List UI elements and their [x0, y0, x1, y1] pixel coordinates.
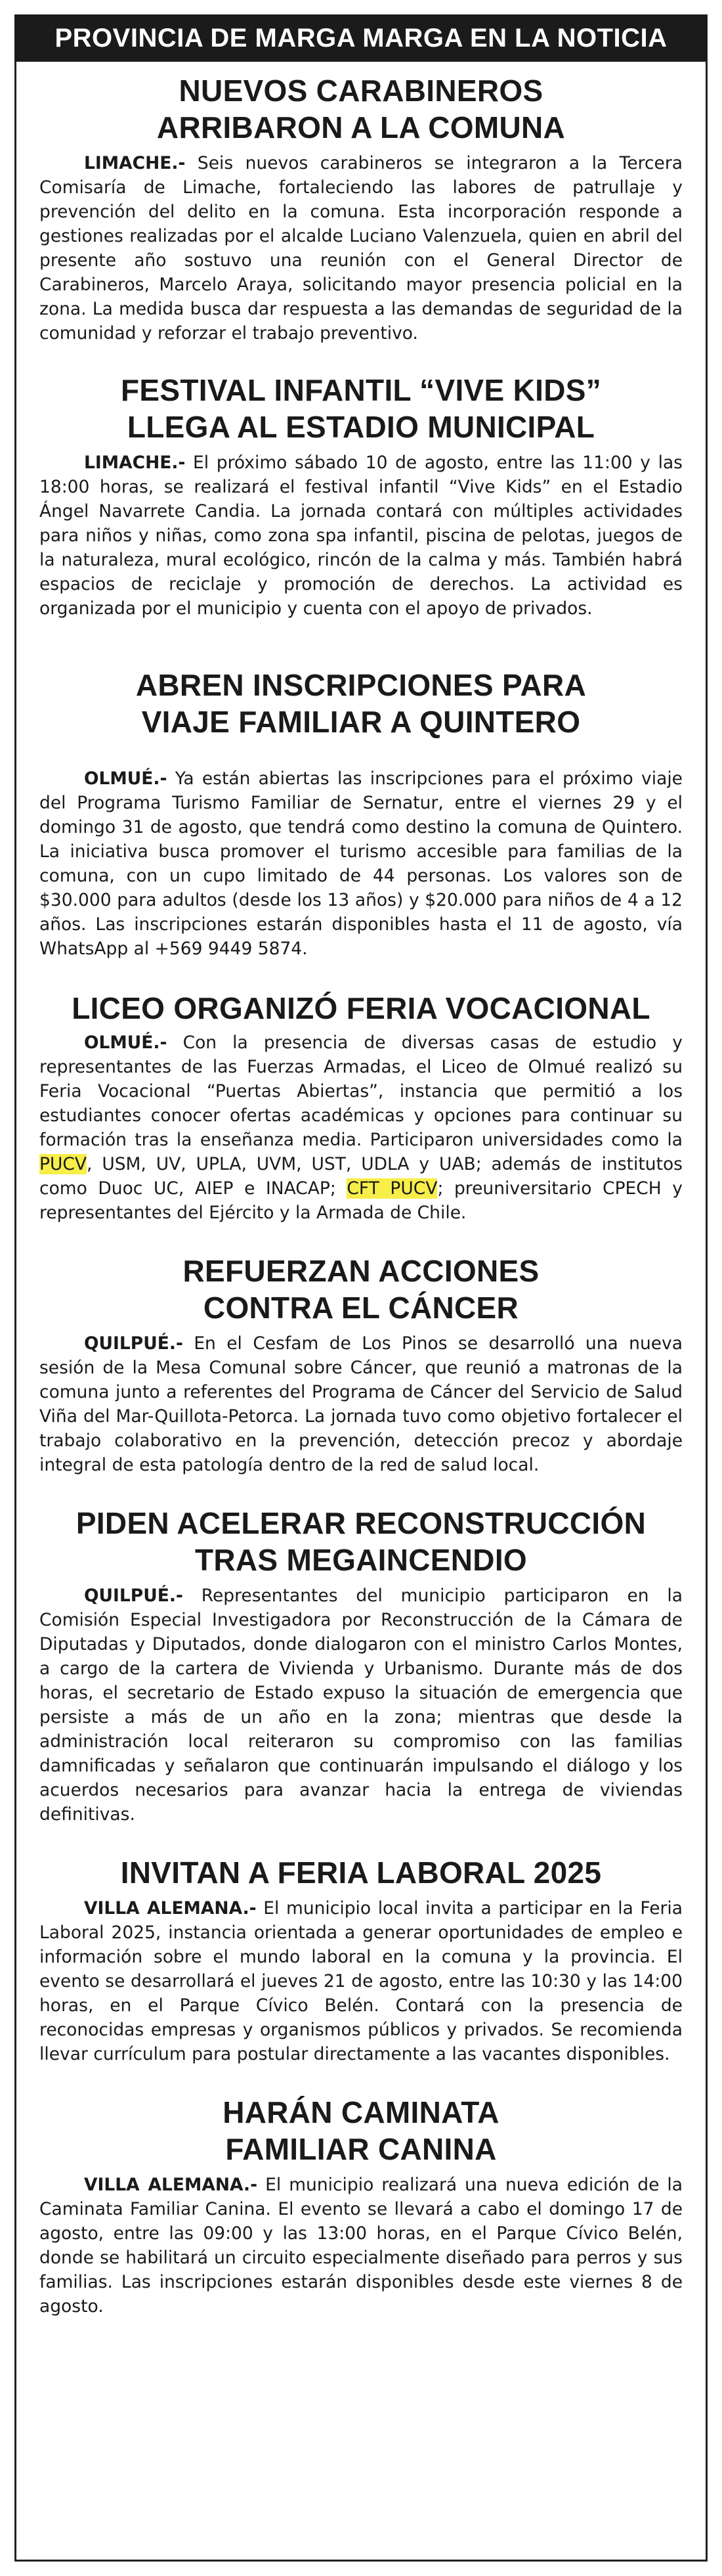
news-column	[39, 62, 683, 2319]
article-text: El municipio local invita a participar en la Feria Laboral 2025, instancia orientada a generar oportunidades de empleo e información sobre el mundo laboral en la comuna y la provincia. El evento se desarrollará el jueves 21 de agosto, entre las 10:30 y las 14:00 horas, en el Parque Cívico Belén. Contará con la presencia de reconocidas empresas y organismos públicos y privados. Se recomienda llevar currículum para postular directamente a las vacantes disponibles.	[39, 1898, 683, 2064]
headline-line: NUEVOS CARABINEROS	[179, 74, 543, 108]
article-place: QUILPUÉ.-	[84, 1586, 183, 1606]
news-article	[39, 2094, 683, 2319]
article-body	[39, 451, 683, 621]
news-article	[39, 1854, 683, 2066]
article-headline	[39, 667, 683, 740]
article-place: QUILPUÉ.-	[84, 1333, 183, 1354]
highlighted-text: PUCV	[39, 1154, 87, 1174]
article-headline	[39, 1854, 683, 1891]
headline-line: LLEGA AL ESTADIO MUNICIPAL	[127, 410, 595, 444]
headline-line: INVITAN A FERIA LABORAL 2025	[120, 1855, 602, 1890]
article-headline	[39, 990, 683, 1027]
article-text: Representantes del municipio participaron en la Comisión Especial Investigadora por Reconstrucción de la Cámara de Diputadas y Diputados, donde dialogaron con el ministro Carlos Montes, a cargo de la cartera de Vivienda y Urbanismo. Durante más de dos horas, el secretario de Estado expuso la situación de emergencia que persiste a más de un año en la zona; mientras que desde la administración local reiteraron su compromiso con las familias damnificadas y señalaron que continuarán impulsando el diálogo y los acuerdos necesarios para avanzar hacia la entrega de viviendas definitivas.	[39, 1586, 683, 1825]
headline-line: LICEO ORGANIZÓ FERIA VOCACIONAL	[72, 991, 650, 1025]
article-text: El municipio realizará una nueva edición de la Caminata Familiar Canina. El evento se llevará a cabo el domingo 17 de agosto, entre las 09:00 y las 13:00 horas, en el Parque Cívico Belén, donde se habilitará un circuito especialmente diseñado para perros y sus familias. Las inscripciones estarán disponibles desde este viernes 8 de agosto.	[39, 2175, 683, 2317]
article-text: ; preuniversitario CPECH y representantes del Ejército y la Armada de Chile.	[39, 1178, 683, 1223]
article-text: Seis nuevos carabineros se integraron a la Tercera Comisaría de Limache, fortaleciendo las labores de patrullaje y prevención del delito en la comuna. Esta incorporación responde a gestiones realizadas por el alcalde Luciano Valenzuela, quien en abril del presente año sostuvo una reunión con el General Director de Carabineros, Marcelo Araya, solicitando mayor presencia policial en la zona. La medida busca dar respuesta a las demandas de seguridad de la comunidad y reforzar el trabajo preventivo.	[39, 153, 683, 344]
article-headline	[39, 2094, 683, 2167]
section-banner: PROVINCIA DE MARGA MARGA EN LA NOTICIA	[14, 14, 708, 62]
article-body	[39, 766, 683, 961]
article-place: LIMACHE.-	[84, 153, 186, 173]
news-article	[39, 667, 683, 961]
article-place: OLMUÉ.-	[84, 768, 167, 789]
article-body	[39, 1584, 683, 1827]
headline-line: ARRIBARON A LA COMUNA	[156, 110, 566, 144]
headline-line: PIDEN ACELERAR RECONSTRUCCIÓN	[75, 1506, 647, 1540]
headline-line: VIAJE FAMILIAR A QUINTERO	[141, 705, 581, 739]
article-text: , USM, UV, UPLA, UVM, UST, UDLA y UAB; además de institutos como Duoc UC, AIEP e INACAP;	[39, 1154, 683, 1199]
headline-line: FESTIVAL INFANTIL “VIVE KIDS”	[120, 373, 601, 407]
news-article	[39, 1253, 683, 1477]
headline-line: TRAS MEGAINCENDIO	[194, 1543, 527, 1577]
article-text: Con la presencia de diversas casas de estudio y representantes de las Fuerzas Armadas, el Liceo de Olmué realizó su Feria Vocacional “Puertas Abiertas”, instancia que permitió a los estudiantes conocer ofertas académicas y opciones para continuar su formación tras la enseñanza media. Participaron universidades como la	[39, 1033, 683, 1150]
article-text: El próximo sábado 10 de agosto, entre las 11:00 y las 18:00 horas, se realizará el festival infantil “Vive Kids” en el Estadio Ángel Navarrete Candia. La jornada contará con múltiples actividades para niños y niñas, como zona spa infantil, piscina de pelotas, juegos de la naturaleza, mural ecológico, rincón de la calma y más. También habrá espacios de reciclaje y promoción de derechos. La actividad es organizada por el municipio y cuenta con el apoyo de privados.	[39, 453, 683, 619]
article-body	[39, 1331, 683, 1477]
headline-line: ABREN INSCRIPCIONES PARA	[135, 668, 587, 702]
highlighted-text: CFT PUCV	[347, 1178, 438, 1199]
article-headline	[39, 1505, 683, 1578]
news-article	[39, 72, 683, 345]
article-body	[39, 1031, 683, 1225]
article-text: En el Cesfam de Los Pinos se desarrolló una nueva sesión de la Mesa Comunal sobre Cáncer, que reunió a matronas de la comuna junto a referentes del Programa de Cáncer del Servicio de Salud Viña del Mar-Quillota-Petorca. La jornada tuvo como objetivo fortalecer el trabajo colaborativo en la prevención, detección precoz y abordaje integral de esta patología dentro de la red de salud local.	[39, 1333, 683, 1475]
article-headline	[39, 72, 683, 146]
article-headline	[39, 372, 683, 445]
headline-line: HARÁN CAMINATA	[223, 2095, 499, 2129]
article-place: OLMUÉ.-	[84, 1033, 167, 1053]
headline-line: REFUERZAN ACCIONES	[182, 1254, 540, 1288]
article-text: Ya están abiertas las inscripciones para el próximo viaje del Programa Turismo Familiar de Sernatur, entre el viernes 29 y el domingo 31 de agosto, que tendrá como destino la comuna de Quintero. La iniciativa busca promover el turismo accesible para familias de la comuna, con un cupo limitado de 44 personas. Los valores son de $30.000 para adultos (desde los 13 años) y $20.000 para niños de 4 a 12 años. Las inscripciones estarán disponibles hasta el 11 de agosto, vía WhatsApp al +569 9449 5874.	[39, 768, 683, 959]
news-article	[39, 372, 683, 621]
headline-line: CONTRA EL CÁNCER	[203, 1291, 519, 1325]
news-article	[39, 1505, 683, 1827]
article-body	[39, 2173, 683, 2319]
article-place: VILLA ALEMANA.-	[84, 2175, 258, 2195]
article-headline	[39, 1253, 683, 1326]
article-place: VILLA ALEMANA.-	[84, 1898, 257, 1919]
article-body	[39, 151, 683, 345]
article-place: LIMACHE.-	[84, 453, 186, 473]
news-article	[39, 990, 683, 1225]
headline-line: FAMILIAR CANINA	[225, 2132, 497, 2166]
article-body	[39, 1896, 683, 2066]
